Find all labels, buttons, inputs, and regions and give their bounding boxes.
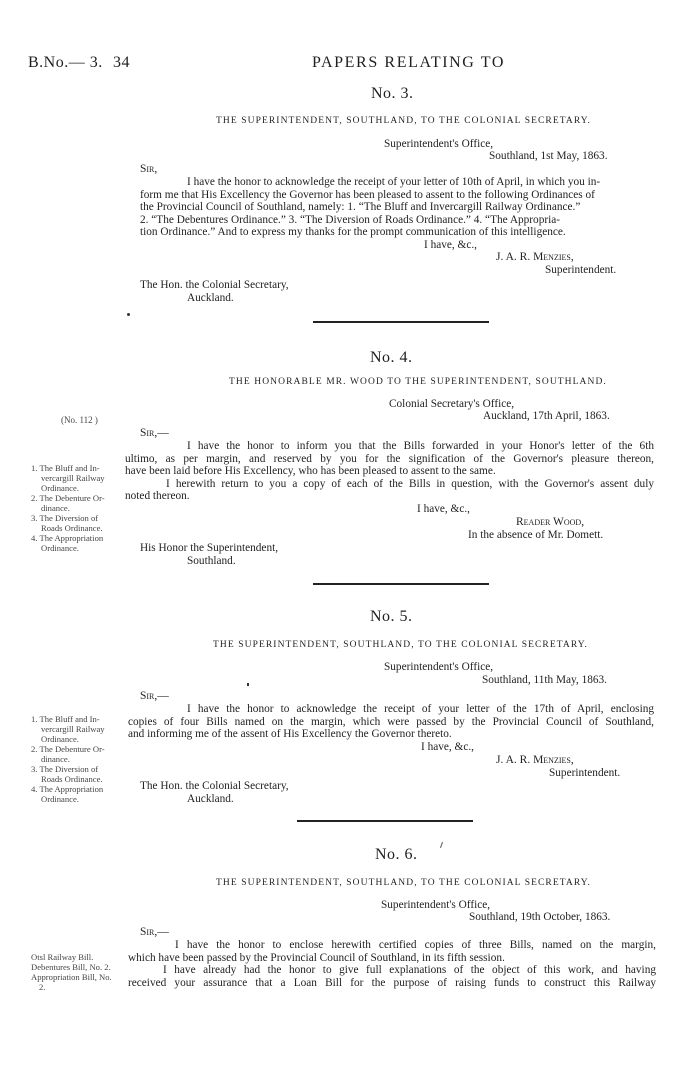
margin-notes xyxy=(31,714,105,804)
margin-note-line: 2. The Debenture Or- xyxy=(31,744,105,754)
salutation: Sir,— xyxy=(140,427,169,439)
letter-heading: THE SUPERINTENDENT, SOUTHLAND, TO THE COLONIAL SECRETARY. xyxy=(216,878,591,888)
letter-body xyxy=(128,703,654,741)
salutation: Sir,— xyxy=(140,690,169,702)
margin-notes xyxy=(31,952,112,992)
place-date: Southland, 11th May, 1863. xyxy=(482,674,607,686)
stray-mark xyxy=(440,842,443,848)
document-reference: B.No.— 3. xyxy=(28,54,103,71)
margin-note-line: 3. The Diversion of xyxy=(31,513,99,523)
margin-note-line: Ordinance. xyxy=(41,794,79,804)
margin-note-line: vercargill Railway xyxy=(41,473,105,483)
margin-note-line: Ordinance. xyxy=(41,734,79,744)
margin-note-line: 1. The Bluff and In- xyxy=(31,463,100,473)
margin-note-line: 4. The Appropriation xyxy=(31,784,104,794)
signature-title: Superintendent. xyxy=(549,767,621,779)
signature-title: Superintendent. xyxy=(545,264,617,276)
place-date: Auckland, 17th April, 1863. xyxy=(483,410,610,422)
margin-notes xyxy=(31,463,105,553)
letter-heading: THE SUPERINTENDENT, SOUTHLAND, TO THE COLONIAL SECRETARY. xyxy=(216,116,591,126)
stray-mark xyxy=(247,683,249,686)
section-divider xyxy=(297,820,473,822)
letter-body xyxy=(128,939,656,989)
margin-note-line: 2. xyxy=(39,982,46,992)
section-divider xyxy=(313,583,489,585)
place-date: Southland, 1st May, 1863. xyxy=(489,150,608,162)
place-date: Southland, 19th October, 1863. xyxy=(469,911,611,923)
signature: J. A. R. Menzies, xyxy=(496,251,574,263)
letter-number: No. 4. xyxy=(370,349,413,366)
addressee: His Honor the Superintendent, xyxy=(140,542,279,554)
body-line: noted thereon. xyxy=(125,490,190,503)
body-line: I have the honor to acknowledge the receipt of your letter of the 17th of April, enclosing xyxy=(187,703,654,715)
body-line: form me that His Excellency the Governor has been pleased to assent to the following Ordinances of xyxy=(140,188,595,201)
margin-note-line: 4. The Appropriation xyxy=(31,533,104,543)
page-number: 34 xyxy=(113,54,130,71)
salutation: Sir, xyxy=(140,163,158,175)
section-divider xyxy=(313,321,489,323)
margin-note-line: Roads Ordinance. xyxy=(41,774,103,784)
signature: Reader Wood, xyxy=(516,516,585,528)
office-line: Superintendent's Office, xyxy=(381,899,491,911)
running-title: PAPERS RELATING TO xyxy=(312,54,505,71)
letter-body xyxy=(125,440,654,503)
closing: I have, &c., xyxy=(424,239,478,251)
letter-heading: THE HONORABLE MR. WOOD TO THE SUPERINTENDENT, SOUTHLAND. xyxy=(229,377,607,387)
letter-heading: THE SUPERINTENDENT, SOUTHLAND, TO THE COLONIAL SECRETARY. xyxy=(213,640,588,650)
body-line: which have been passed by the Provincial Council of Southland, in its fifth session. xyxy=(128,951,505,964)
margin-note-line: 2. The Debenture Or- xyxy=(31,493,105,503)
closing: I have, &c., xyxy=(417,503,471,515)
stray-mark xyxy=(127,313,130,316)
letter-number: No. 5. xyxy=(370,608,413,625)
body-line: I have already had the honor to give full explanations of the object of this work, and having xyxy=(163,964,656,977)
office-line: Colonial Secretary's Office, xyxy=(389,398,515,410)
body-line: and informing me of the assent of His Excellency the Governor thereto. xyxy=(128,728,452,741)
letter-body xyxy=(140,176,653,239)
salutation: Sir,— xyxy=(140,926,169,938)
office-line: Superintendent's Office, xyxy=(384,138,494,150)
body-line: I have the honor to acknowledge the receipt of your letter of 10th of April, in which you in- xyxy=(187,176,601,188)
reference-note: (No. 112 ) xyxy=(61,415,98,425)
closing: I have, &c., xyxy=(421,741,475,753)
body-line: tion Ordinance.” And to express my thanks for the prompt communication of this intelligence. xyxy=(140,226,566,239)
addressee-place: Auckland. xyxy=(187,793,234,805)
margin-note-line: Appropriation Bill, No. xyxy=(31,972,112,982)
letter-number: No. 3. xyxy=(371,85,414,102)
body-line: I have the honor to inform you that the Bills forwarded in your Honor's letter of the 6th xyxy=(187,440,654,452)
body-line: ultimo, as per margin, and reserved by you for the signification of the Governor's pleasure thereon, xyxy=(125,452,654,465)
signature-title: In the absence of Mr. Domett. xyxy=(468,529,604,541)
margin-note-line: Debentures Bill, No. 2. xyxy=(31,962,111,972)
margin-note-line: Roads Ordinance. xyxy=(41,523,103,533)
margin-note-line: Ordinance. xyxy=(41,483,79,493)
addressee-place: Southland. xyxy=(187,555,236,567)
addressee-place: Auckland. xyxy=(187,292,234,304)
addressee: The Hon. the Colonial Secretary, xyxy=(140,780,289,792)
margin-note-line: dinance. xyxy=(41,754,70,764)
margin-note-line: vercargill Railway xyxy=(41,724,105,734)
letter-number: No. 6. xyxy=(375,846,418,863)
body-line: 2. “The Debentures Ordinance.” 3. “The Diversion of Roads Ordinance.” 4. “The Appropria- xyxy=(140,213,561,226)
addressee: The Hon. the Colonial Secretary, xyxy=(140,279,289,291)
body-line: copies of four Bills named on the margin, which were passed by the Provincial Council of Southland, xyxy=(128,715,654,728)
body-line: have been laid before His Excellency, who has been pleased to assent to the same. xyxy=(125,465,496,478)
margin-note-line: 3. The Diversion of xyxy=(31,764,99,774)
body-line: I have the honor to enclose herewith certified copies of three Bills, named on the margin, xyxy=(175,939,656,951)
margin-note-line: Ordinance. xyxy=(41,543,79,553)
body-line: I herewith return to you a copy of each of the Bills in question, with the Governor's assent duly xyxy=(166,477,654,490)
body-line: the Provincial Council of Southland, namely: 1. “The Bluff and Invercargill Railway Ordinance.” xyxy=(140,201,581,214)
margin-note-line: 1. The Bluff and In- xyxy=(31,714,100,724)
body-line: received your assurance that a Loan Bill for the purpose of raising funds to construct this Railway xyxy=(128,976,656,989)
margin-note-line: dinance. xyxy=(41,503,70,513)
margin-note-line: Otsl Railway Bill. xyxy=(31,952,94,962)
office-line: Superintendent's Office, xyxy=(384,661,494,673)
signature: J. A. R. Menzies, xyxy=(496,754,574,766)
